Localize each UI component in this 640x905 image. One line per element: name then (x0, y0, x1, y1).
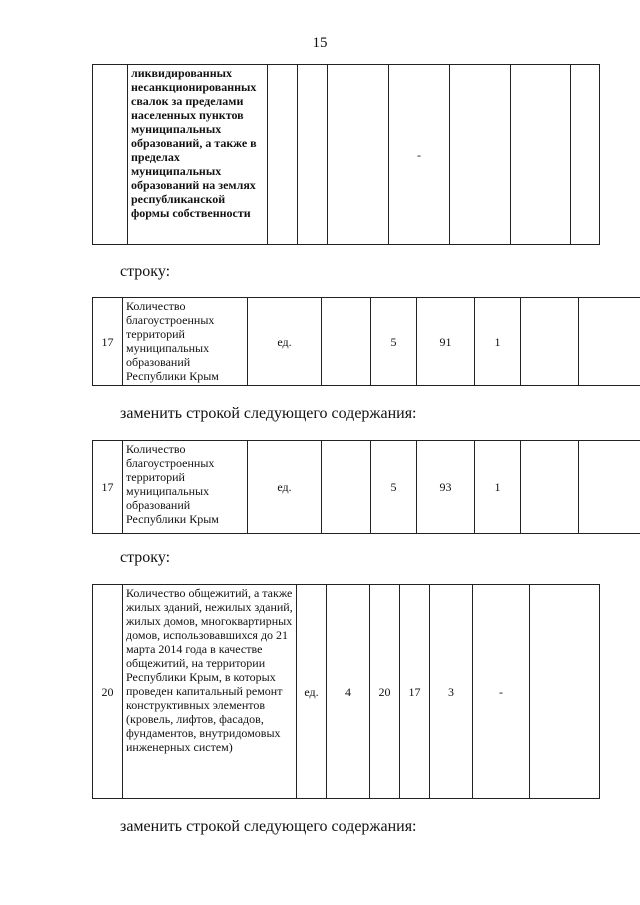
value-cell: 1 (475, 441, 521, 534)
instruction-text: заменить строкой следующего содержания: (120, 405, 417, 422)
table-cell (93, 65, 128, 245)
page-number: 15 (312, 35, 328, 51)
value-cell: 20 (370, 585, 400, 799)
instruction-text: строку: (120, 263, 171, 280)
table-row-17-new (92, 440, 640, 534)
value-cell: 91 (417, 298, 475, 386)
unit-cell: ед. (248, 298, 322, 386)
value-cell: 5 (371, 298, 417, 386)
row-number-cell: 17 (93, 298, 123, 386)
indicator-name-cell: Количество благоустроенных территорий муниципальных образований Республики Крым (123, 441, 248, 534)
instruction-text: строку: (120, 549, 171, 566)
row-number-cell: 20 (93, 585, 123, 799)
table-cell (571, 65, 600, 245)
unit-cell: ед. (297, 585, 327, 799)
value-cell: - (389, 65, 450, 245)
table-cell (328, 65, 389, 245)
table-cell (268, 65, 298, 245)
table-cell (322, 298, 371, 386)
table-row-20-old (92, 584, 600, 799)
row-number-cell: 17 (93, 441, 123, 534)
table-row-17-old (92, 297, 640, 386)
table-cell (579, 441, 640, 534)
table-cell (322, 441, 371, 534)
value-cell: 4 (327, 585, 370, 799)
indicator-name-cell: Количество благоустроенных территорий муниципальных образований Республики Крым (123, 298, 248, 386)
value-cell: 3 (430, 585, 473, 799)
table-cell (511, 65, 571, 245)
table-fragment-landfills (92, 64, 600, 245)
value-cell: 1 (475, 298, 521, 386)
table-cell (521, 298, 579, 386)
table-row (93, 585, 600, 799)
instruction-text: заменить строкой следующего содержания: (120, 818, 417, 835)
table-row (93, 298, 640, 386)
table-row (93, 65, 600, 245)
table-cell (298, 65, 328, 245)
table-row (93, 441, 640, 534)
value-cell: 93 (417, 441, 475, 534)
table-cell (450, 65, 511, 245)
value-cell: - (473, 585, 530, 799)
indicator-name-cell: ликвидированных несанкционированных свалок за пределами населенных пунктов муниципальных образований, а также в пределах муниципальных образований на землях республиканской формы собственности (128, 65, 268, 245)
table-cell (530, 585, 600, 799)
indicator-name-cell: Количество общежитий, а также жилых зданий, нежилых зданий, жилых домов, многоквартирных домов, использовавшихся до 21 марта 2014 года в качестве общежитий, на территории Республики Крым, в которых проведен капитальный ремонт конструктивных элементов (кровель, лифтов, фасадов, фундаментов, внутридомовых инженерных систем) (123, 585, 297, 799)
table-cell (579, 298, 640, 386)
unit-cell: ед. (248, 441, 322, 534)
value-cell: 5 (371, 441, 417, 534)
value-cell: 17 (400, 585, 430, 799)
table-cell (521, 441, 579, 534)
